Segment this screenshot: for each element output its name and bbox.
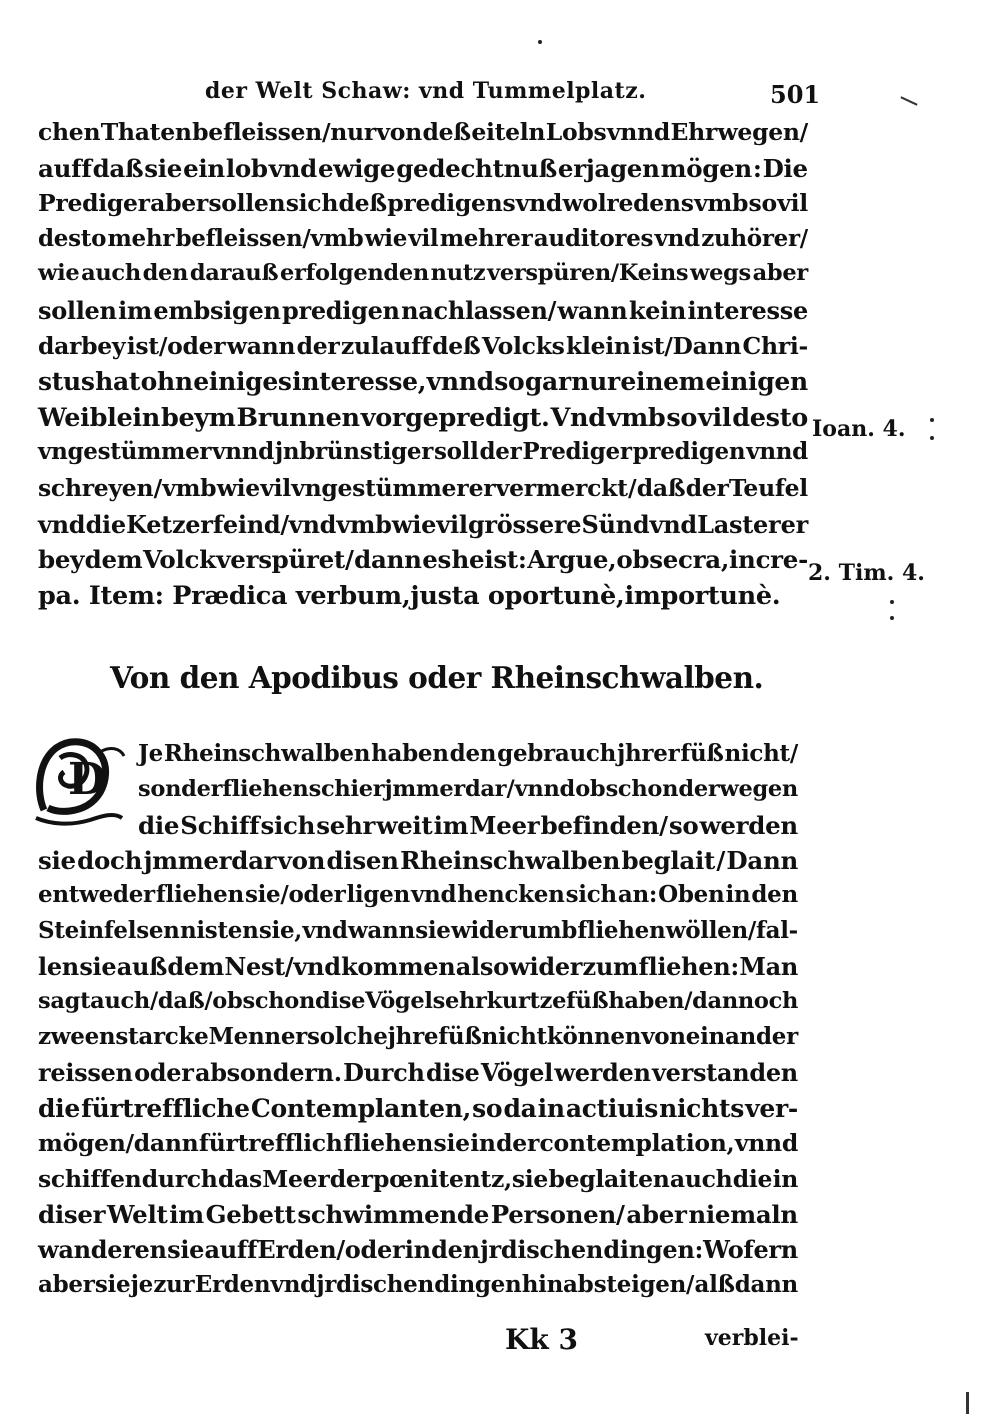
text-line: darbey ist/oder wann der zulauff deß Volcks klein ist/Dann Chri- — [38, 331, 808, 360]
text-line: Steinfelsen nisten sie, vnd wann sie widerumb fliehen wöllen/fal- — [38, 916, 798, 944]
text-line: wie auch den darauß erfolgenden nutz verspüren/Keins wegs aber — [38, 260, 808, 287]
text-line: sonder fliehen schier jmmerdar / vnnd ob schon derwegen — [138, 775, 798, 802]
page-number: 501 — [770, 80, 821, 109]
text-line: sagt auch/daß/ob schon dise Vögel sehr kurtze füß haben/dannoch — [38, 987, 799, 1014]
scan-speck — [930, 418, 934, 422]
catchword: verblei- — [705, 1325, 799, 1351]
text-line: vnd die Ketzer feind/vnd vmb wie vil grössere Sünd vnd Laster er — [38, 509, 808, 539]
scan-speck — [538, 40, 542, 44]
svg-text:D: D — [68, 754, 107, 805]
initial-ornament-icon — [30, 732, 130, 832]
signature-mark: Kk 3 — [505, 1323, 578, 1356]
scan-speck — [890, 600, 894, 604]
text-line: bey dem Volck verspüret/ dann es heist: Argue,obsecra,incre- — [38, 545, 808, 575]
margin-note-ioan: Ioan. 4. — [812, 416, 906, 442]
text-line: sie doch jmmerdar von disen Rheinschwalben beglait / Dann — [38, 846, 798, 875]
text-line: vngestümmer vnnd jnbrünstiger soll der Prediger predigen vnnd — [38, 438, 808, 466]
text-line: Prediger aber sollen sich deß predigens vnd wolredens vmb so vil — [38, 189, 808, 218]
text-line: Weiblein beym Brunnen vorgepredigt. Vnd vmb so vil desto — [38, 402, 808, 433]
text-line: schiffen durch das Meer der pœnitentz,sie beglaiten auch die in — [38, 1164, 798, 1193]
text-line: chen Thaten befleissen/nur von deß eiteln Lobs vnnd Ehr wegen/ — [38, 118, 808, 146]
text-line: pa. Item: Prædica verbum,justa oportunè,importunè. — [38, 580, 781, 611]
text-line: desto mehr befleissen/vmb wie vil mehrer auditores vnd zuhörer/ — [38, 224, 808, 252]
text-line: mögen/dann fürtrefflich fliehen sie in der contemplation, vnnd — [38, 1129, 798, 1158]
scan-speck — [930, 436, 934, 440]
scan-speck — [890, 616, 894, 620]
scan-mark — [966, 1392, 969, 1414]
decorated-initial — [30, 732, 130, 832]
text-line: wanderen sie auff Erden/oder in den jrdischen dingen:Wofern — [38, 1235, 798, 1265]
text-line: Je Rheinschwalben haben den gebrauch jhrer füß nicht/ — [138, 740, 798, 767]
text-line: die Schiff sich sehr weit im Meer befinden/ so werden — [138, 811, 798, 840]
text-line: auff daß sie ein lob vnd ewige gedechtnuß erjagen mögen : Die — [38, 153, 808, 183]
text-line: stus hat ohn einiges interesse, vnnd so gar nur einem einigen — [38, 367, 808, 397]
text-line: schreyen / vmb wie vil vngestümmer er vermerckt / daß der Teufel — [38, 474, 808, 502]
text-line: zween starcke Menner solche jhre füß nicht können von einander — [38, 1023, 798, 1050]
section-heading: Von den Apodibus oder Rheinschwalben. — [110, 660, 764, 695]
margin-note-tim: 2. Tim. 4. — [808, 560, 925, 586]
running-title: der Welt Schaw: vnd Tummelplatz. — [205, 78, 647, 104]
text-line: len sie auß dem Nest/vnd kommen also wider zum fliehen: Man — [38, 952, 798, 982]
text-line: sollen im embsigen predigen nachlassen/ wann kein interesse — [38, 296, 808, 325]
text-line: aber sie je zur Erden vnd jrdischen dingen hinab steigen/ alßdann — [38, 1270, 798, 1298]
scan-mark — [900, 96, 917, 105]
text-line: diser Welt im Gebett schwimmende Personen/ aber niemaln — [38, 1200, 798, 1229]
text-line: entweder fliehen sie/oder ligen vnd hencken sich an: Oben in den — [38, 881, 798, 909]
text-line: reissen oder absondern. Durch dise Vögel werden verstanden — [38, 1058, 798, 1088]
text-line: die fürtreffliche Contemplanten, so da in actiuis nichts ver- — [38, 1093, 798, 1123]
